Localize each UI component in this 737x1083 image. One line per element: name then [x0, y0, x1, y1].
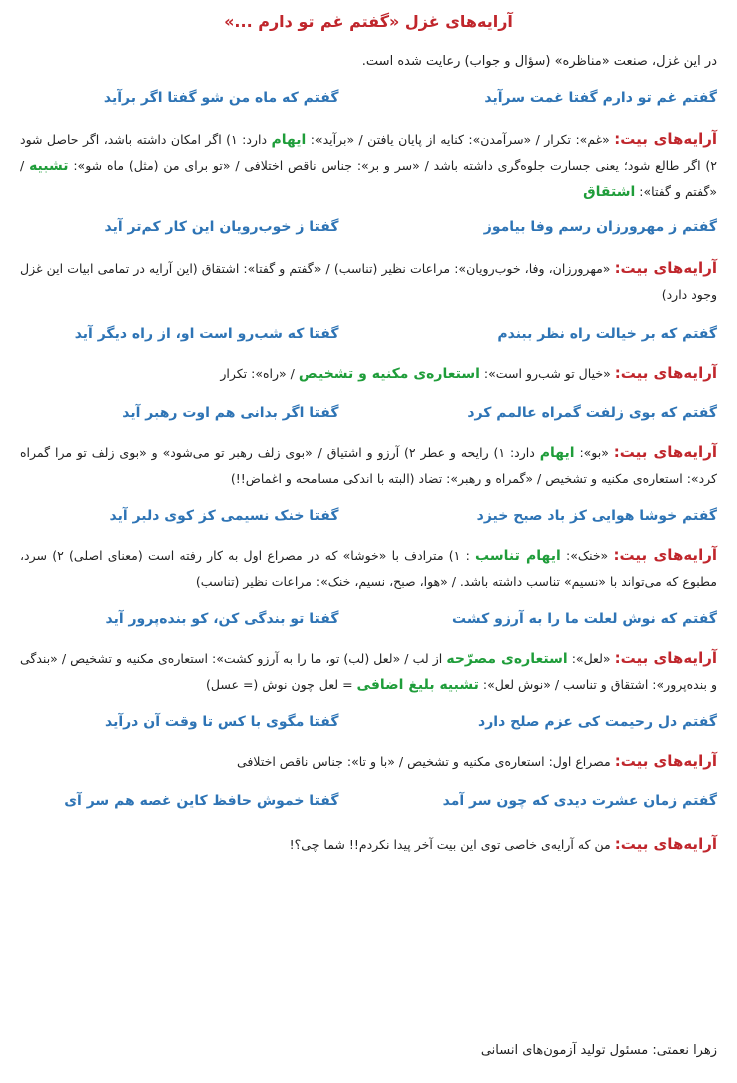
highlight-term: تشبیه بلیغ اضافی — [356, 677, 479, 693]
verse-6-hemistich-1: گفتم که نوش لعلت ما را به آرزو کشت — [452, 611, 717, 627]
highlight-term: استعاره‌ی مصرّحه — [446, 651, 568, 667]
verse-1-hemistich-2: گفتم که ماه من شو گفتا اگر برآید — [103, 90, 339, 106]
verse-8 — [20, 789, 717, 813]
verse-7-hemistich-2: گفتا مگوی با کس تا وقت آن درآید — [104, 714, 339, 730]
verse-2-hemistich-2: گفتا ز خوب‌رویان این کار کم‌تر آید — [104, 219, 339, 235]
note-label: آرایه‌های بیت: — [614, 259, 717, 277]
note-label: آرایه‌های بیت: — [614, 364, 717, 382]
note-label: آرایه‌های بیت: — [614, 835, 717, 853]
intro-text: در این غزل، صنعت «مناظره» (سؤال و جواب) رعایت شده است. — [361, 54, 717, 69]
author-credit: زهرا نعمتی: مسئول تولید آزمون‌های انسانی — [480, 1043, 717, 1058]
verse-8-hemistich-2: گفتا خموش حافظ کاین غصه هم سر آی — [64, 793, 339, 809]
highlight-term: اشتقاق — [583, 184, 636, 200]
verse-5 — [20, 504, 717, 528]
highlight-term: ایهام — [539, 445, 575, 461]
verse-3 — [20, 322, 717, 346]
note-1: آرایه‌های بیت: «غم»: تکرار / «سرآمدن»: کنایه از پایان یافتن / «برآید»: ایهام دارد: ۱) اگر امکان داشته باشد، اگر حاصل شود ۲) اگر طالع شود؛ یعنی جسارت جلوه‌گری داشته باشد / «سر و بر»: جناس ناقص اختلافی / «تو برای من (مثل) ماه شو»: تشبیه / «گفتم و گفتا»: اشتقاق — [20, 130, 717, 200]
highlight-term: استعاره‌ی مکنیه و تشخیص — [298, 366, 480, 382]
note-6: آرایه‌های بیت: «لعل»: استعاره‌ی مصرّحه از لب / «لعل (لب) تو، ما را به آرزو کشت»: استعاره‌ی مکنیه و تشخیص / «بندگی و بنده‌پرور»: اشتقاق و تناسب / «نوش لعل»: تشبیه بلیغ اضافی = لعل چون نوش (= عسل) — [20, 649, 717, 693]
verse-8-hemistich-1: گفتم زمان عشرت دیدی که چون سر آمد — [442, 793, 717, 809]
verse-3-hemistich-2: گفتا که شب‌رو است او، از راه دیگر آید — [74, 326, 339, 342]
verse-4 — [20, 401, 717, 425]
document-title: آرایه‌های غزل «گفتم غم تو دارم ...» — [224, 12, 513, 31]
verse-7 — [20, 710, 717, 734]
note-8: آرایه‌های بیت: من که آرایه‌ی خاصی توی این بیت آخر پیدا نکردم!! شما چی؟! — [289, 835, 717, 853]
note-label: آرایه‌های بیت: — [614, 752, 717, 770]
note-4: آرایه‌های بیت: «بو»: ایهام دارد: ۱) رایحه و عطر ۲) آرزو و اشتیاق / «بوی زلف رهبر تو می‌شود» و «بوی زلف تو مرا گمراه کرد»: استعاره‌ی مکنیه و تشخیص / «گمراه و رهبر»: تضاد (البته با اندکی مسامحه و اغماض!!) — [20, 443, 717, 486]
note-7: آرایه‌های بیت: مصراع اول: استعاره‌ی مکنیه و تشخیص / «با و تا»: جناس ناقص اختلافی — [236, 752, 717, 770]
highlight-term: ایهام تناسب — [475, 548, 561, 564]
verse-2-hemistich-1: گفتم ز مهرورزان رسم وفا بیاموز — [483, 219, 717, 235]
note-3: آرایه‌های بیت: «خیال تو شب‌رو است»: استعاره‌ی مکنیه و تشخیص / «راه»: تکرار — [220, 364, 717, 382]
verse-7-hemistich-1: گفتم دل رحیمت کی عزم صلح دارد — [478, 714, 717, 730]
verse-5-hemistich-1: گفتم خوشا هوایی کز باد صبح خیزد — [476, 508, 717, 524]
highlight-term: تشبیه — [29, 158, 69, 174]
note-label: آرایه‌های بیت: — [613, 443, 717, 461]
note-label: آرایه‌های بیت: — [614, 649, 717, 667]
verse-4-hemistich-1: گفتم که بوی زلفت گمراه عالمم کرد — [467, 405, 717, 421]
verse-2 — [20, 215, 717, 239]
verse-1-hemistich-1: گفتم غم تو دارم گفتا غمت سرآید — [484, 90, 717, 106]
note-label: آرایه‌های بیت: — [614, 130, 717, 148]
verse-5-hemistich-2: گفتا خنک نسیمی کز کوی دلبر آید — [109, 508, 339, 524]
verse-6 — [20, 607, 717, 631]
highlight-term: ایهام — [271, 132, 307, 148]
note-2: آرایه‌های بیت: «مهرورزان، وفا، خوب‌رویان»: مراعات نظیر (تناسب) / «گفتم و گفتا»: اشتقاق (این آرایه در تمامی ابیات این غزل وجود دارد) — [20, 259, 717, 302]
note-label: آرایه‌های بیت: — [613, 546, 717, 564]
verse-3-hemistich-1: گفتم که بر خیالت راه نظر ببندم — [497, 326, 717, 342]
verse-4-hemistich-2: گفتا اگر بدانی هم اوت رهبر آید — [122, 405, 339, 421]
note-5: آرایه‌های بیت: «خنک»: ایهام تناسب : ۱) مترادف با «خوشا» که در مصراع اول به کار رفته است (معنای اصلی) ۲) سرد، مطبوع که می‌تواند با «نسیم» تناسب داشته باشد. / «هوا، صبح، نسیم، خنک»: مراعات نظیر (تناسب) — [20, 546, 717, 589]
verse-1 — [20, 86, 717, 110]
verse-6-hemistich-2: گفتا تو بندگی کن، کو بنده‌پرور آید — [105, 611, 339, 627]
